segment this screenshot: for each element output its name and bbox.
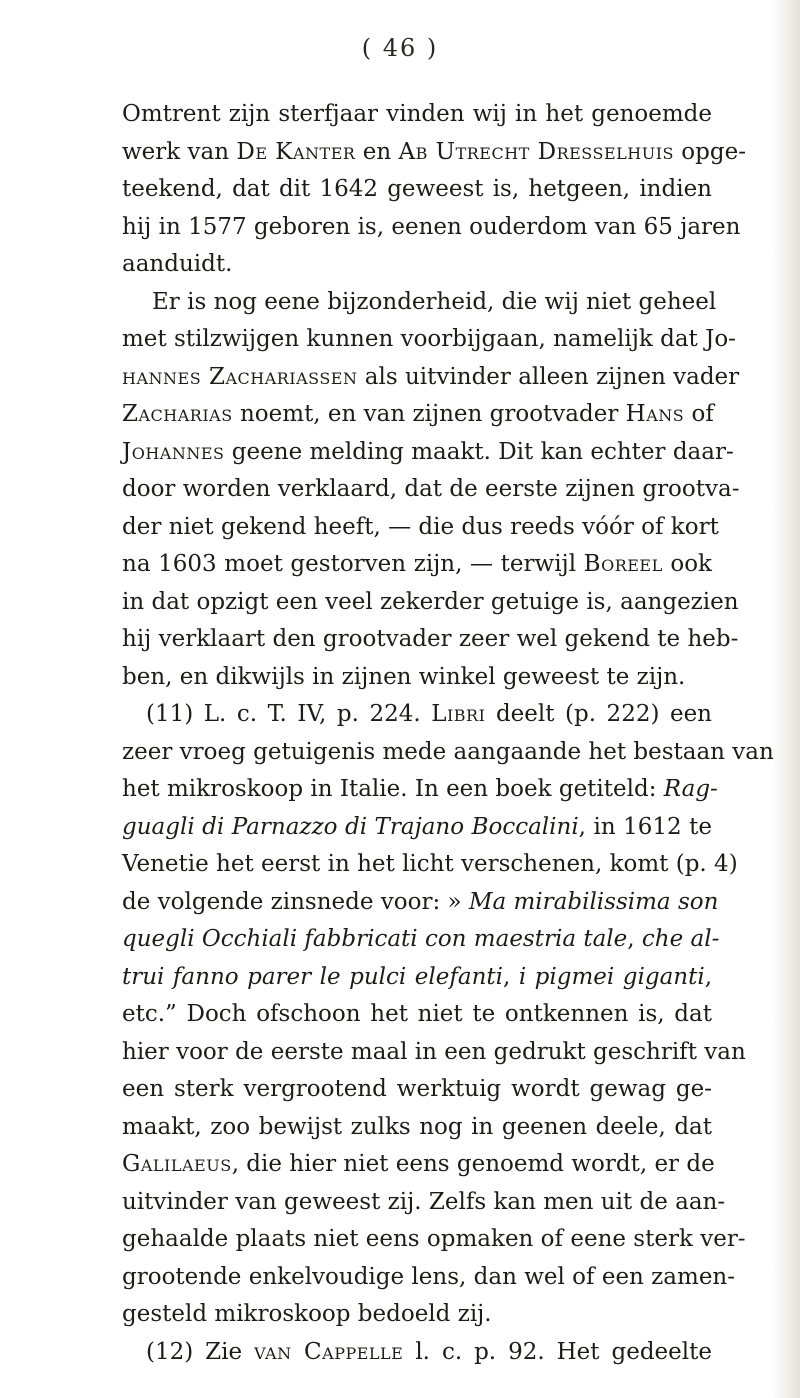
text-line <box>122 246 712 284</box>
text-line <box>122 1146 715 1184</box>
text-run: gesteld mikroskoop bedoeld zij. <box>122 1301 492 1327</box>
text-run: maakt, zoo bewijst zulks nog in geenen deele, dat <box>122 1113 712 1140</box>
page-edge-shadow <box>772 0 800 1398</box>
text-line <box>122 1071 712 1109</box>
name-smallcaps: Johannes <box>122 438 225 465</box>
italic-text: trui fanno parer le pulci elefanti <box>122 963 503 990</box>
name-smallcaps: Zacharias <box>122 401 233 427</box>
text-run: gehaalde plaats niet eens opmaken of eene sterk ver- <box>122 1226 746 1252</box>
text-line <box>122 771 718 809</box>
text-run: in dat opzigt een veel zekerder getuige is, aangezien <box>122 588 739 615</box>
text-run: (11) L. c. T. IV, p. 224. <box>146 701 432 727</box>
text-line <box>122 696 712 734</box>
text-run: zeer vroeg getuigenis mede aangaande het bestaan van <box>122 738 774 765</box>
text-run: grootende enkelvoudige lens, dan wel of een zamen- <box>122 1263 736 1290</box>
text-run: ben, en dikwijls in zijnen winkel geweest te zijn. <box>122 663 686 690</box>
text-run: , <box>704 963 712 990</box>
text-line <box>122 1334 712 1372</box>
text-run: Er is nog eene bijzonderheid, die wij niet geheel <box>152 288 717 315</box>
text-line <box>122 996 712 1034</box>
text-run: met stilzwijgen kunnen voorbijgaan, namelijk dat Jo- <box>122 326 736 352</box>
text-run: hij verklaart den grootvader zeer wel gekend te heb- <box>122 626 739 652</box>
name-smallcaps: Boreel <box>583 551 663 577</box>
italic-text: che al- <box>641 926 720 952</box>
text-run: , <box>627 926 642 952</box>
text-run: opge- <box>673 138 746 165</box>
text-run: en <box>355 138 399 165</box>
text-line <box>122 846 738 884</box>
text-run: aanduidt. <box>122 251 233 277</box>
text-run: door worden verklaard, dat de eerste zijnen grootva- <box>122 476 740 502</box>
name-smallcaps: van Cappelle <box>254 1338 404 1365</box>
page-number: ( 46 ) <box>361 34 439 62</box>
text-run: , die hier niet eens genoemd wordt, er de <box>231 1151 715 1177</box>
name-smallcaps: Hans <box>625 401 685 427</box>
text-run: teekend, dat dit 1642 geweest is, hetgeen, indien <box>122 176 712 202</box>
text-line <box>122 471 740 509</box>
italic-text: i pigmei giganti <box>518 963 705 990</box>
text-line <box>122 734 774 772</box>
text-run: Omtrent zijn sterfjaar vinden wij in het genoemde <box>122 101 712 127</box>
text-line <box>122 134 746 172</box>
text-run: noemt, en van zijnen grootvader <box>232 401 626 427</box>
text-line <box>122 659 712 697</box>
text-line <box>122 209 741 247</box>
text-run: of <box>684 401 714 427</box>
text-run: Venetie het eerst in het licht verschenen, komt (p. 4) <box>122 851 738 877</box>
text-run: een sterk vergrootend werktuig wordt gewag ge- <box>122 1076 712 1102</box>
italic-text: Ma mirabilissima son <box>468 888 719 915</box>
text-run: , <box>502 963 519 990</box>
text-line <box>122 1259 736 1297</box>
text-run: (12) Zie <box>146 1338 255 1365</box>
text-line <box>122 1221 746 1259</box>
text-run: , in 1612 te <box>578 813 712 840</box>
text-line <box>122 396 712 434</box>
text-line <box>122 621 739 659</box>
text-line <box>122 171 712 209</box>
text-line <box>122 434 734 472</box>
body-text <box>122 96 774 1371</box>
text-run: geene melding maakt. Dit kan echter daar- <box>224 438 734 465</box>
name-smallcaps: hannes Zachariassen <box>122 363 358 390</box>
text-line <box>122 884 719 922</box>
text-run: hier voor de eerste maal in een gedrukt geschrift van <box>122 1038 746 1065</box>
text-line <box>122 584 739 622</box>
text-line <box>122 359 740 397</box>
italic-text: Rag- <box>663 776 718 802</box>
text-run: werk van <box>122 138 237 165</box>
text-line <box>122 921 720 959</box>
text-line <box>122 546 712 584</box>
text-run: als uitvinder alleen zijnen vader <box>357 363 740 390</box>
italic-text: quegli Occhiali fabbricati con maestria tale <box>122 926 628 952</box>
text-line <box>122 959 712 997</box>
name-smallcaps: De Kanter <box>236 138 356 165</box>
text-line <box>122 1296 712 1334</box>
text-run: deelt (p. 222) een <box>485 701 712 727</box>
text-line <box>122 1184 726 1222</box>
name-smallcaps: Libri <box>431 701 486 727</box>
text-run: hij in 1577 geboren is, eenen ouderdom van 65 jaren <box>122 213 741 240</box>
text-line <box>122 809 712 847</box>
name-smallcaps: Galilaeus <box>122 1151 232 1177</box>
text-line <box>122 509 719 547</box>
text-run: der niet gekend heeft, — die dus reeds vóór of kort <box>122 513 719 540</box>
text-run: ook <box>662 551 712 577</box>
text-run: na 1603 moet gestorven zijn, — terwijl <box>122 551 584 577</box>
text-line <box>122 284 717 322</box>
text-line <box>122 321 736 359</box>
text-line <box>122 1109 712 1147</box>
text-run: l. c. p. 92. Het gedeelte <box>403 1338 712 1365</box>
italic-text: guagli di Parnazzo di Trajano Boccalini <box>122 813 579 840</box>
name-smallcaps: Ab Utrecht Dresselhuis <box>398 138 674 165</box>
text-run: het mikroskoop in Italie. In een boek getiteld: <box>122 776 664 802</box>
text-run: uitvinder van geweest zij. Zelfs kan men uit de aan- <box>122 1188 726 1215</box>
text-line <box>122 1034 746 1072</box>
text-run: de volgende zinsnede voor: » <box>122 888 469 915</box>
text-run: etc.” Doch ofschoon het niet te ontkennen is, dat <box>122 1001 712 1027</box>
text-line <box>122 96 712 134</box>
